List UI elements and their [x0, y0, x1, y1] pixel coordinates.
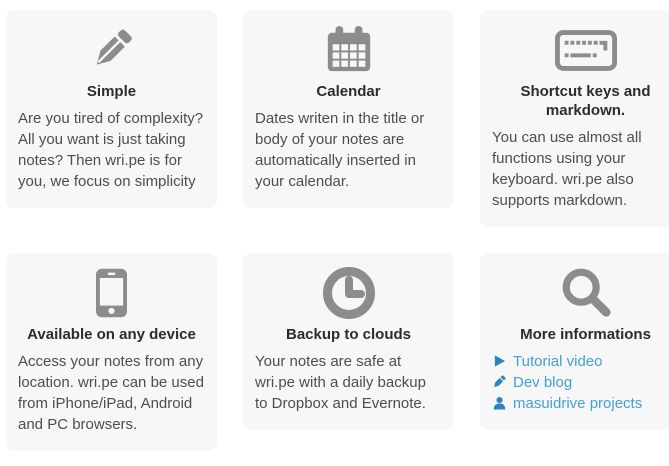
pencil-icon — [89, 27, 135, 73]
icon-box — [255, 267, 442, 319]
search-icon — [559, 266, 613, 320]
features-row-2 — [6, 253, 669, 451]
icon-box — [18, 24, 205, 76]
link-dev-blog[interactable]: Dev blog — [513, 373, 573, 391]
keyboard-icon — [555, 30, 617, 71]
feature-title: More informations — [520, 326, 651, 343]
feature-title: Available on any device — [27, 326, 196, 343]
feature-description: Dates writen in the title or body of your notes are automatically inserted in your calendar. — [255, 110, 425, 190]
link-masuidrive-projects[interactable]: masuidrive projects — [513, 394, 643, 412]
smartphone-icon — [96, 268, 127, 318]
icon-box — [255, 24, 442, 76]
list-item — [492, 372, 669, 392]
feature-card-backup — [243, 253, 454, 430]
more-informations-links — [492, 351, 669, 413]
feature-card-simple — [6, 10, 217, 208]
icon-box — [18, 267, 205, 319]
feature-card-more-informations — [480, 253, 669, 430]
play-icon — [492, 354, 506, 368]
feature-title: Backup to clouds — [285, 326, 412, 343]
icon-box — [492, 267, 669, 319]
feature-description: Are you tired of complexity? All you want is just taking notes? Then wri.pe is for you, we focus on simplicity — [18, 110, 204, 190]
feature-card-calendar — [243, 10, 454, 208]
feature-description: Your notes are safe at wri.pe with a daily backup to Dropbox and Evernote. — [255, 353, 426, 412]
feature-card-any-device — [6, 253, 217, 451]
list-item — [492, 351, 669, 371]
clock-icon — [323, 267, 375, 319]
feature-description: Access your notes from any location. wri.pe can be used from iPhone/iPad, Android and PC browsers. — [18, 353, 204, 433]
feature-title: Simple — [86, 83, 137, 100]
calendar-icon — [324, 25, 374, 75]
icon-box — [492, 24, 669, 76]
list-item — [492, 393, 669, 413]
feature-title: Calendar — [316, 83, 381, 100]
feature-card-shortcut-keys — [480, 10, 669, 227]
feature-description: You can use almost all functions using your keyboard. wri.pe also supports markdown. — [492, 129, 642, 209]
feature-title: Shortcut keys and markdown. — [520, 83, 651, 119]
link-tutorial-video[interactable]: Tutorial video — [513, 352, 603, 370]
user-icon — [492, 396, 506, 410]
pencil-icon — [492, 375, 506, 389]
features-row-1 — [6, 10, 669, 227]
